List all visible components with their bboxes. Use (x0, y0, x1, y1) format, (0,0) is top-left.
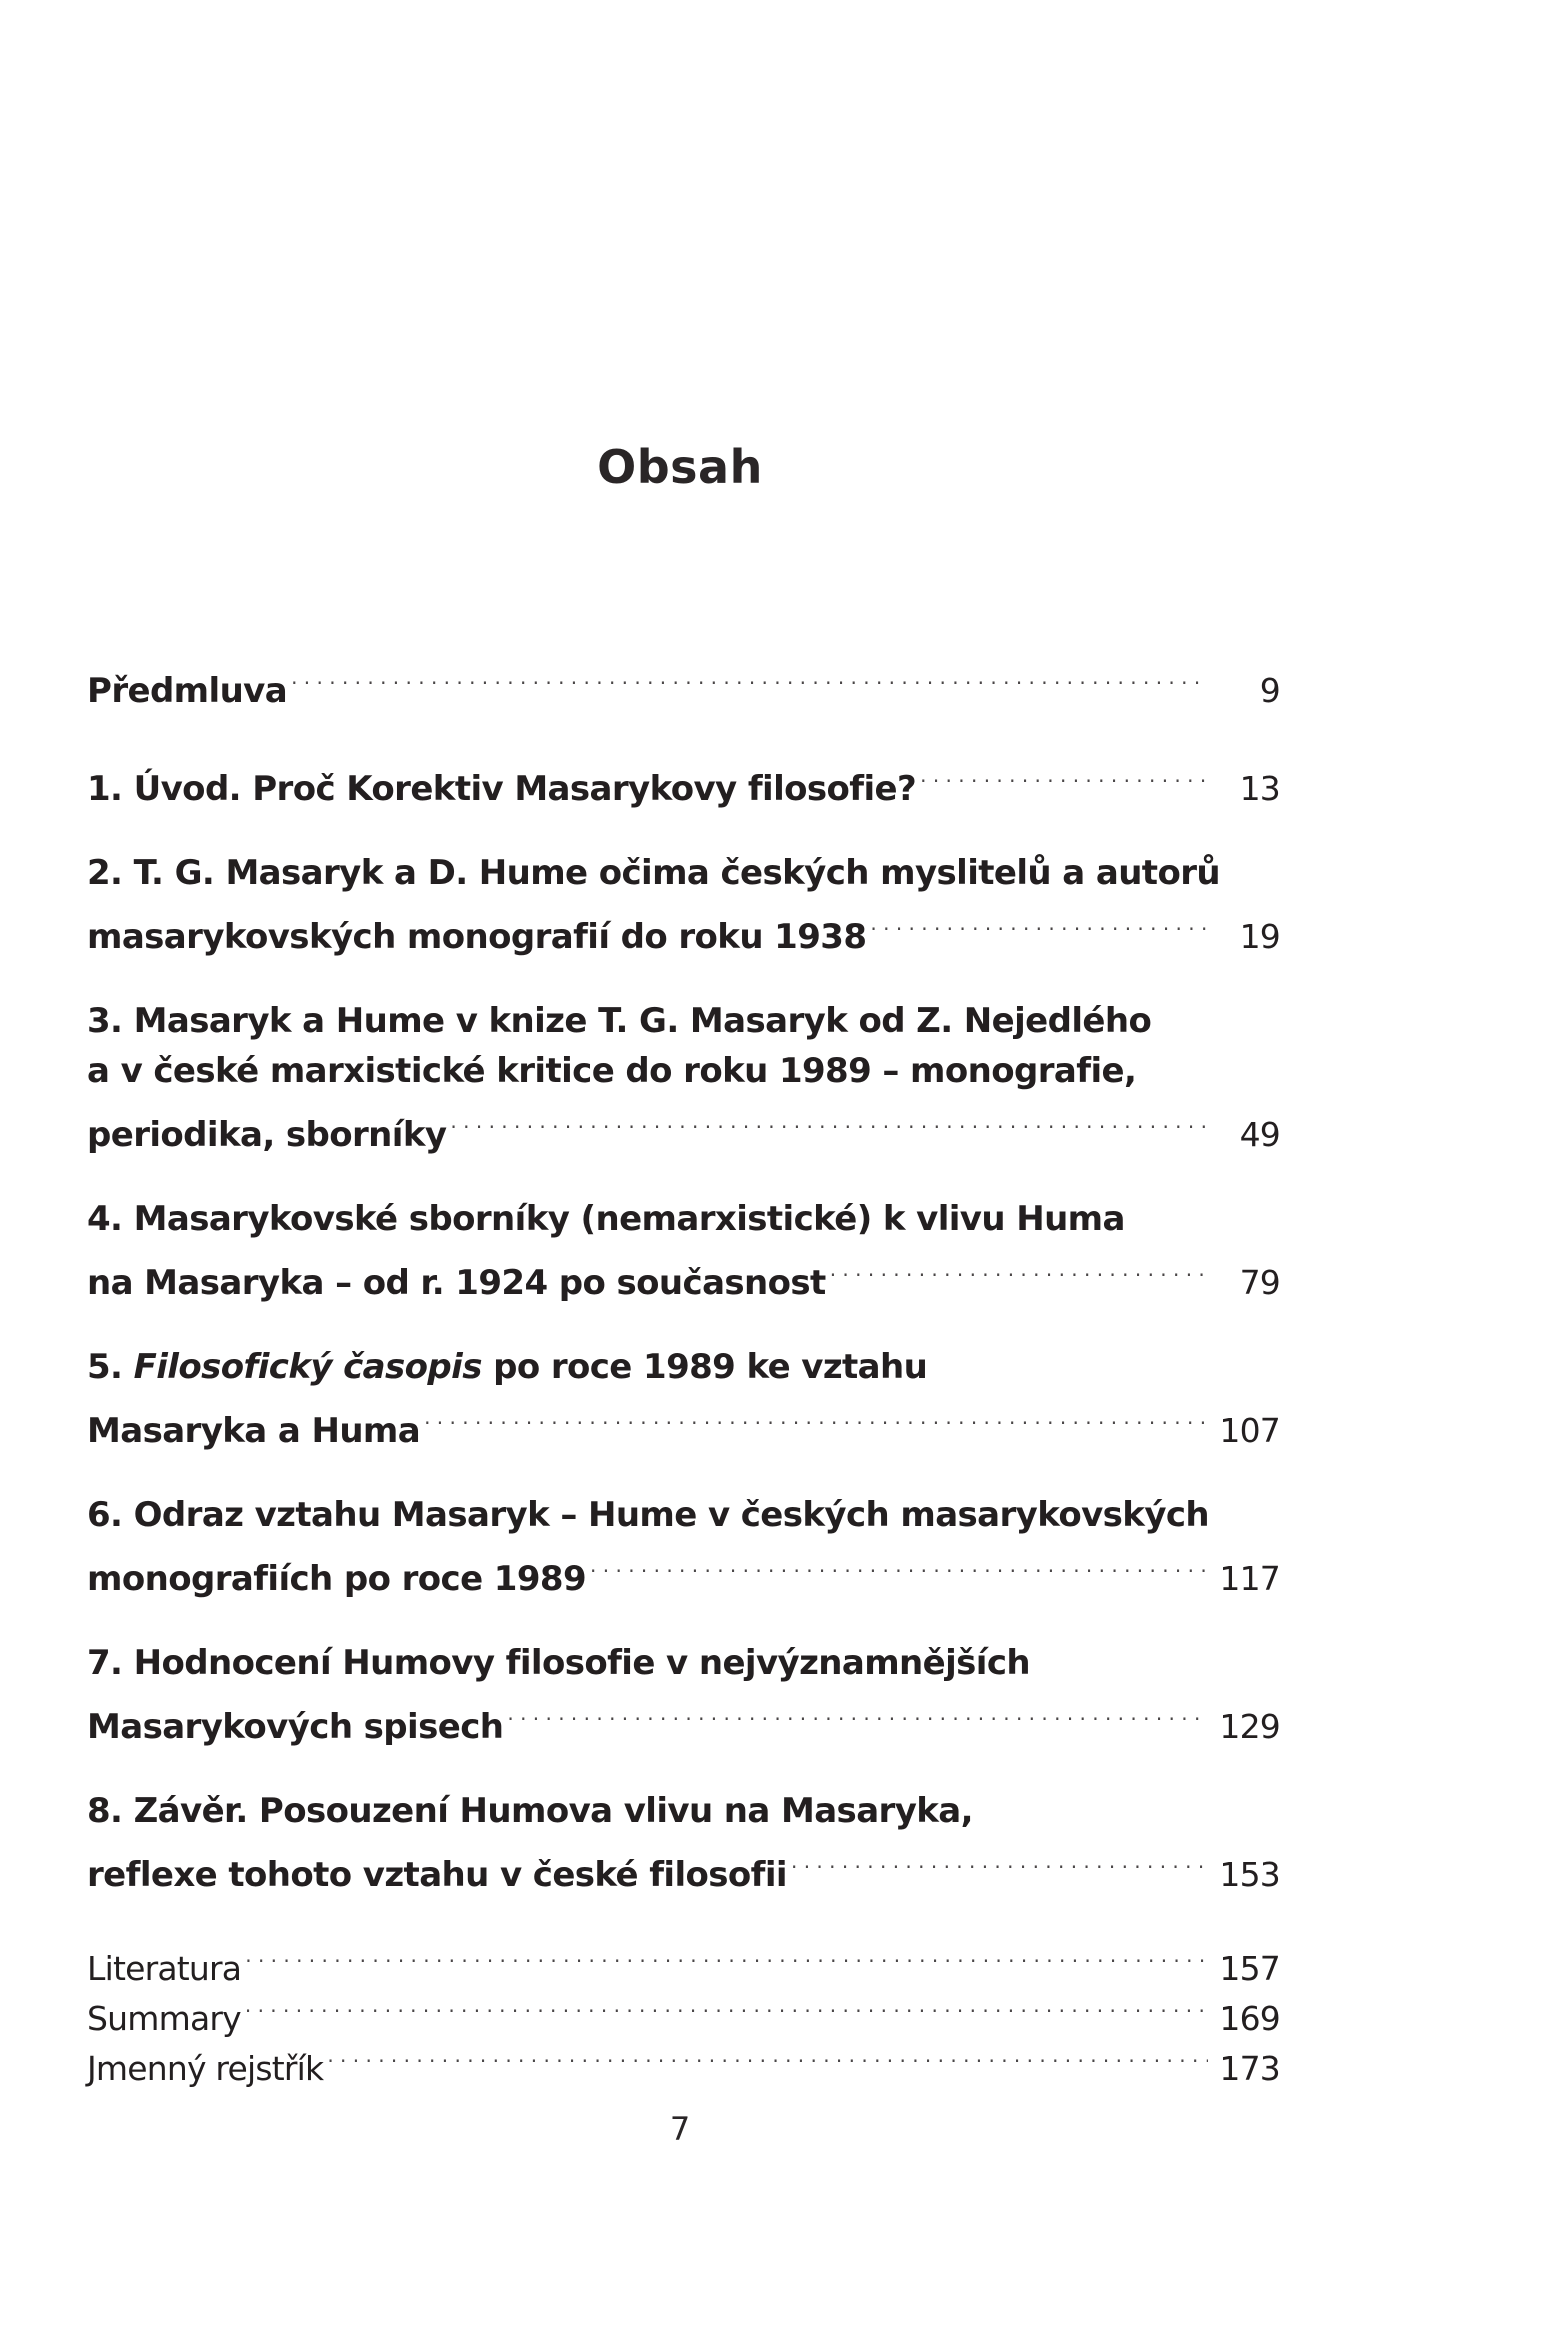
toc-entry-chapter-5 (87, 1342, 1280, 1451)
toc-page-number: 107 (1219, 1411, 1280, 1450)
toc-entry-title-line-1: 7. Hodnocení Humovy filosofie v nejvýznamnějších (87, 1643, 1031, 1683)
toc-entry-title: Předmluva (87, 671, 288, 711)
toc-entry-title-line-2: reflexe tohoto vztahu v české filosofii (87, 1855, 787, 1895)
toc-entry-title-line-2: monografiích po roce 1989 (87, 1559, 587, 1599)
toc-entry-title-line-1: 8. Závěr. Posouzení Humova vlivu na Masaryka, (87, 1791, 973, 1831)
toc-entry-title-line-1: 2. T. G. Masaryk a D. Hume očima českých myslitelů a autorů (87, 853, 1220, 893)
toc-page-number: 117 (1219, 1559, 1280, 1598)
dot-leader (870, 898, 1208, 948)
dot-leader (830, 1244, 1208, 1294)
toc-page-number: 19 (1239, 917, 1280, 956)
toc-page-number: 49 (1239, 1115, 1280, 1154)
toc-entry-chapter-6 (87, 1490, 1280, 1599)
toc-page-number: 173 (1219, 2049, 1280, 2088)
toc-entry-title-line-2: Masarykových spisech (87, 1707, 504, 1747)
dot-leader (507, 1688, 1208, 1738)
page-number-footer: 7 (669, 2110, 691, 2148)
dot-leader (291, 652, 1208, 702)
toc-entry-title-line-1: 6. Odraz vztahu Masaryk – Hume v českých masarykovských (87, 1495, 1210, 1535)
toc-entry-chapter-7 (87, 1638, 1280, 1747)
toc-page-number: 79 (1239, 1263, 1280, 1302)
toc-entry-summary (87, 1980, 1280, 2038)
toc-entry-title-line-2: Masaryka a Huma (87, 1411, 421, 1451)
dot-leader (791, 1836, 1208, 1886)
toc-entry-title-line-2: masarykovských monografií do roku 1938 (87, 917, 867, 957)
toc-entry-title-line-1 (87, 1342, 927, 1392)
dot-leader (327, 2030, 1208, 2080)
toc-entry-title-line-1: 4. Masarykovské sborníky (nemarxistické) k vlivu Huma (87, 1199, 1125, 1239)
toc-entry-chapter-4 (87, 1194, 1280, 1303)
toc-entry-chapter-8 (87, 1786, 1280, 1895)
toc-page-number: 153 (1219, 1855, 1280, 1894)
toc-entry-title: 1. Úvod. Proč Korektiv Masarykovy filosofie? (87, 769, 917, 809)
toc-page-number: 157 (1219, 1949, 1280, 1988)
toc-page-number: 169 (1219, 1999, 1280, 2038)
dot-leader (590, 1540, 1208, 1590)
toc-entry-title-line-1: 3. Masaryk a Hume v knize T. G. Masaryk od Z. Nejedlého (87, 1001, 1152, 1041)
journal-title-italic: Filosofický časopis (133, 1347, 482, 1387)
toc-entry-jmenny-rejstrik (87, 2030, 1280, 2088)
dot-leader (245, 1980, 1208, 2030)
toc-page-number: 129 (1219, 1707, 1280, 1746)
toc-entry-chapter-1 (87, 750, 1280, 809)
toc-entry-title-line-2: na Masaryka – od r. 1924 po současnost (87, 1263, 826, 1303)
toc-entry-title: Literatura (87, 1949, 242, 1988)
toc-entry-title-line-2: a v české marxistické kritice do roku 1989 – monografie, (87, 1051, 1137, 1091)
title-prefix: 5. (87, 1347, 134, 1387)
page-title: Obsah (597, 440, 763, 494)
toc-page-number: 9 (1259, 671, 1280, 710)
toc-page-number: 13 (1239, 769, 1280, 808)
toc-entry-chapter-2 (87, 848, 1280, 957)
toc-entry-literatura (87, 1930, 1280, 1988)
toc-entry-predmluva (87, 652, 1280, 711)
dot-leader (424, 1392, 1208, 1442)
toc-entry-title-line-3: periodika, sborníky (87, 1115, 447, 1155)
table-of-contents (87, 652, 1280, 2088)
title-suffix: po roce 1989 ke vztahu (481, 1347, 928, 1387)
dot-leader (245, 1930, 1208, 1980)
toc-entry-title: Summary (87, 1999, 241, 2038)
toc-entry-title: Jmenný rejstřík (87, 2049, 324, 2088)
dot-leader (450, 1096, 1208, 1146)
dot-leader (920, 750, 1208, 800)
toc-entry-chapter-3 (87, 996, 1280, 1155)
